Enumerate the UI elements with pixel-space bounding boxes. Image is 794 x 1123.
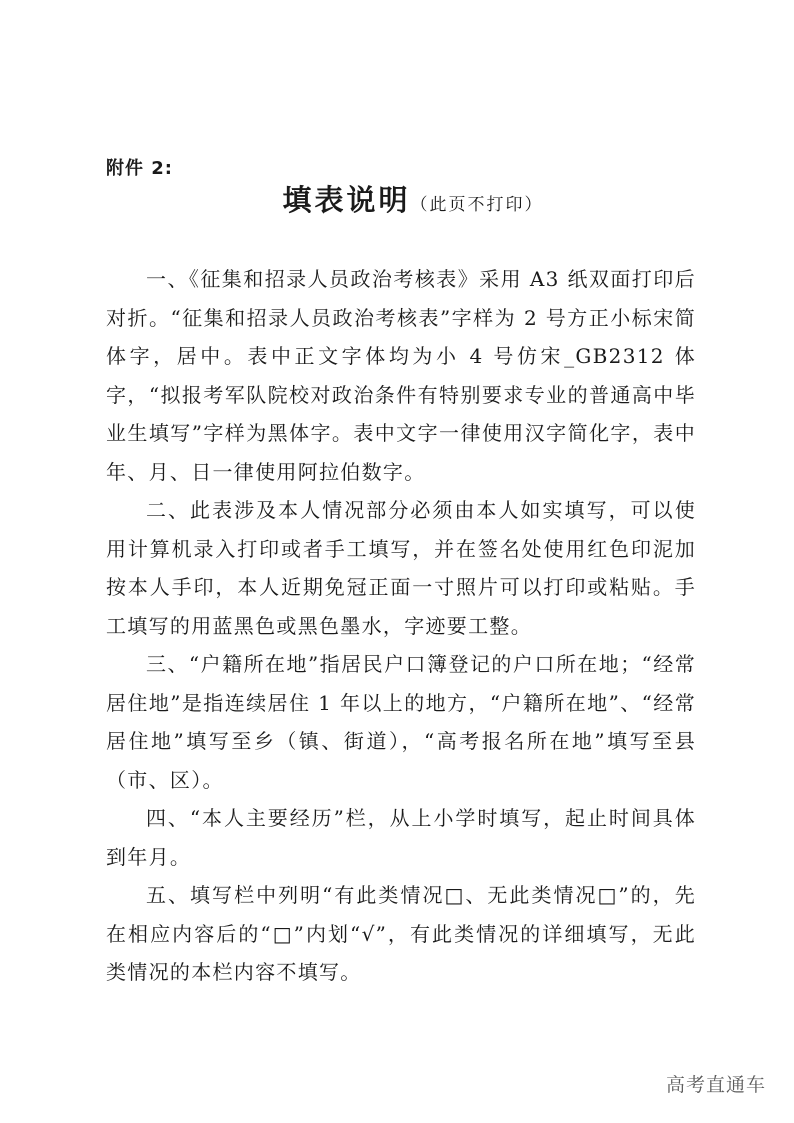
- instruction-paragraph-2: 二、此表涉及本人情况部分必须由本人如实填写，可以使用计算机录入打印或者手工填写，并在签名处使用红色印泥加按本人手印，本人近期免冠正面一寸照片可以打印或粘贴。手工填写的用蓝黑色或黑色墨水，字迹要工整。: [106, 498, 696, 638]
- instruction-paragraph-4: 四、“本人主要经历”栏，从上小学时填写，起止时间具体到年月。: [106, 806, 696, 869]
- title-subtitle: （此页不打印）: [410, 195, 544, 215]
- instruction-paragraph-1: 一、《征集和招录人员政治考核表》采用 A3 纸双面打印后对折。“征集和招录人员政治考核表”字样为 2 号方正小标宋简体字，居中。表中正文字体均为小 4 号仿宋_GB2312 体字，“拟报考军队院校对政治条件有特别要求专业的普通高中毕业生填写”字样为黑体字。表中文字一律使用汉字简化字，表中年、月、日一律使用阿拉伯数字。: [106, 267, 696, 484]
- instructions-body: [106, 260, 696, 992]
- instruction-paragraph-3: 三、“户籍所在地”指居民户口簿登记的户口所在地；“经常居住地”是指连续居住 1 年以上的地方，“户籍所在地”、“经常居住地”填写至乡（镇、街道），“高考报名所在地”填写至县（市、区）。: [106, 652, 696, 792]
- title-main: 填表说明: [282, 183, 411, 217]
- watermark: 高考直通车: [665, 1074, 766, 1096]
- attachment-label: 附件 2:: [106, 158, 173, 179]
- instruction-paragraph-5: 五、填写栏中列明“有此类情况□、无此类情况□”的，先在相应内容后的“□”内划“√”，有此类情况的详细填写，无此类情况的本栏内容不填写。: [106, 883, 696, 984]
- document-title: [0, 178, 794, 219]
